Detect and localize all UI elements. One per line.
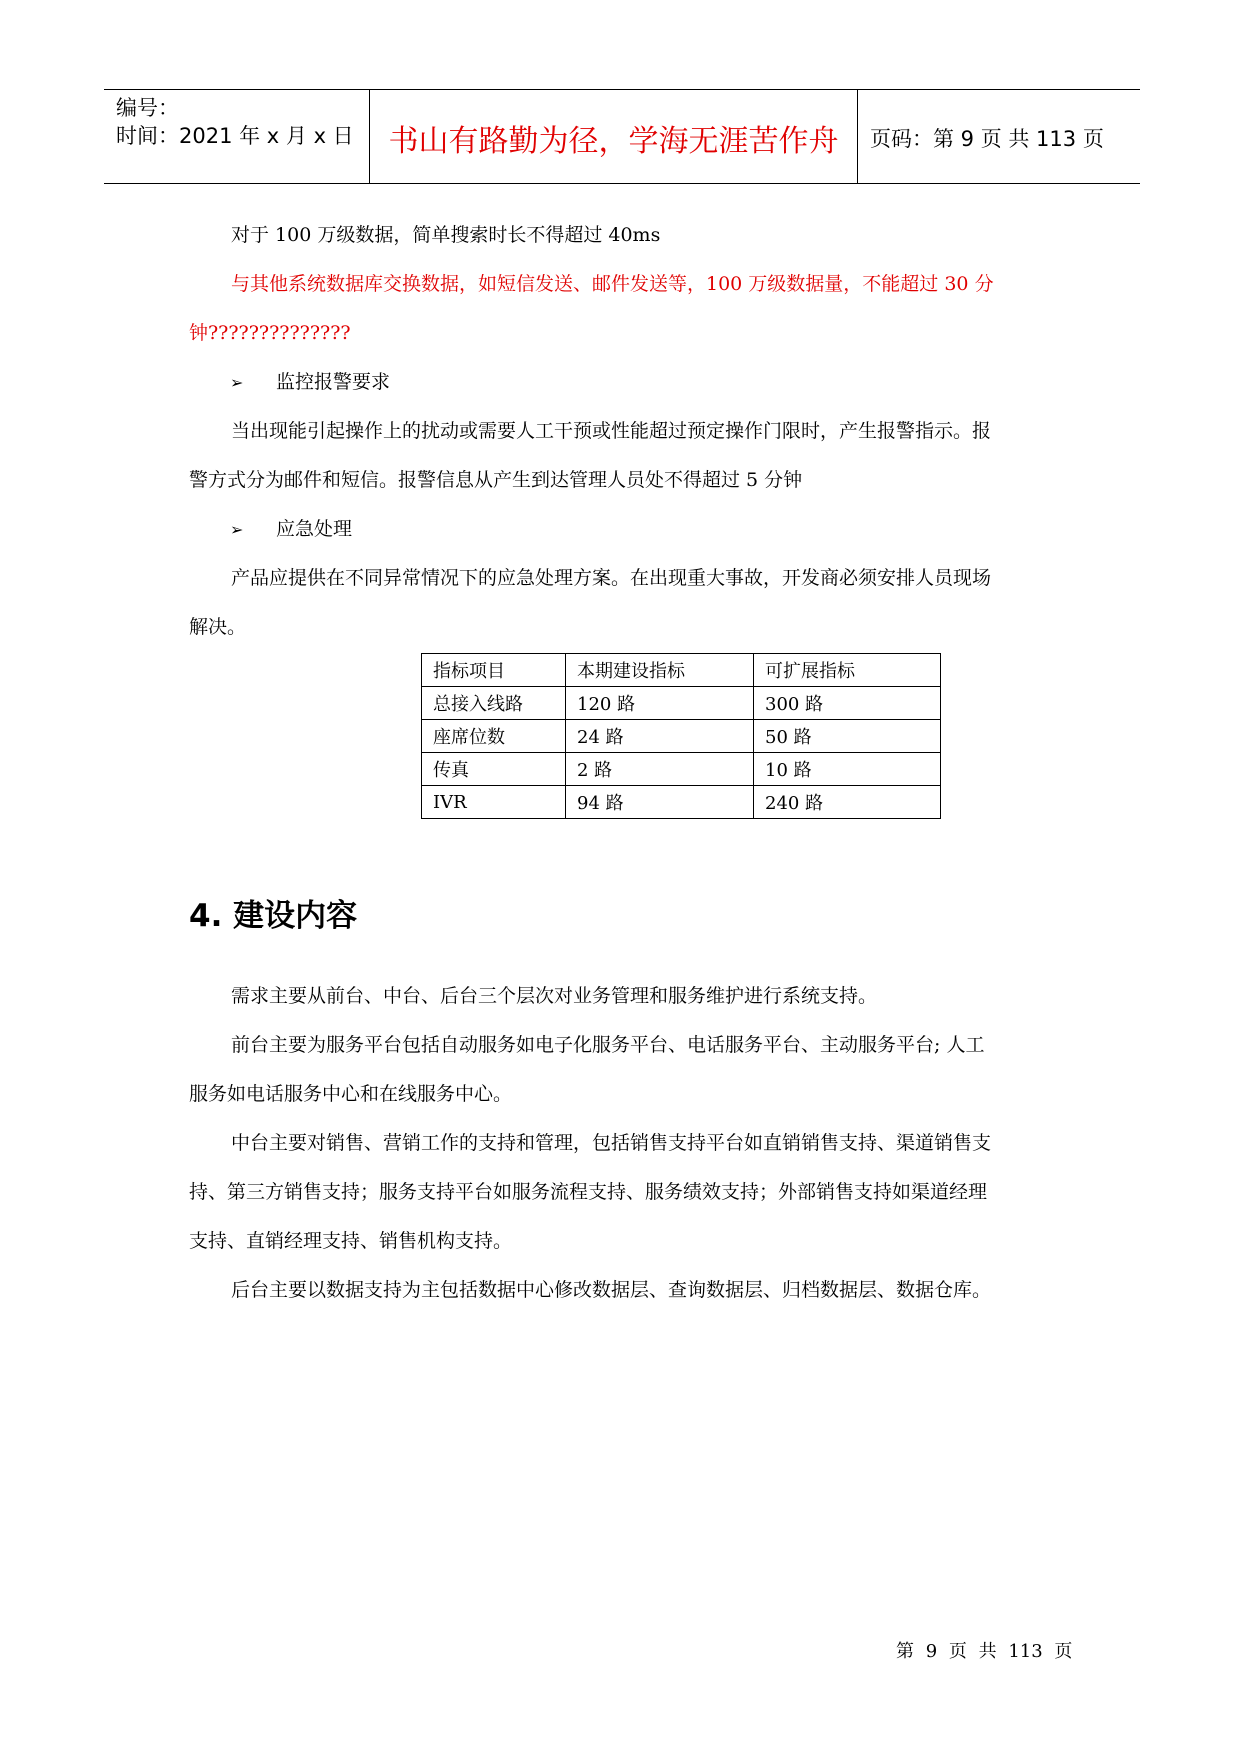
table-cell: 总接入线路 (422, 687, 566, 720)
table-header-cell: 本期建设指标 (566, 654, 754, 687)
table-cell: 94 路 (566, 786, 754, 819)
paragraph-backend: 后台主要以数据支持为主包括数据中心修改数据层、查询数据层、归档数据层、数据仓库。 (231, 1279, 992, 1301)
header-number-label: 编号： (116, 96, 179, 120)
table-header-cell: 可扩展指标 (754, 654, 941, 687)
header-motto: 书山有路勤为径，学海无涯苦作舟 (388, 124, 839, 159)
bullet-emergency-label: 应急处理 (276, 518, 353, 540)
table-row (422, 720, 941, 753)
table-row (422, 687, 941, 720)
table-cell: 座席位数 (422, 720, 566, 753)
paragraph-alarm-line1: 当出现能引起操作上的扰动或需要人工干预或性能超过预定操作门限时，产生报警指示。报 (231, 420, 992, 442)
header-page-label: 页码：第 9 页 共 113 页 (870, 127, 1104, 151)
header-divider (857, 90, 858, 183)
table-cell: 120 路 (566, 687, 754, 720)
metrics-table (421, 653, 941, 819)
table-cell: 2 路 (566, 753, 754, 786)
arrowhead-bullet-icon: ➢ (230, 373, 244, 392)
table-cell: 240 路 (754, 786, 941, 819)
bullet-monitoring (230, 358, 390, 407)
table-cell: 50 路 (754, 720, 941, 753)
paragraph-exchange-line2: 钟?????????????? (189, 322, 351, 344)
paragraph-exchange-line1: 与其他系统数据库交换数据，如短信发送、邮件发送等，100 万级数据量，不能超过 30 分 (231, 273, 994, 295)
section-heading: 4. 建设内容 (189, 898, 358, 934)
header-meta (116, 94, 354, 150)
paragraph-frontend-line1: 前台主要为服务平台包括自动服务如电子化服务平台、电话服务平台、主动服务平台; 人工 (231, 1034, 985, 1056)
arrowhead-bullet-icon: ➢ (230, 520, 244, 539)
bullet-monitoring-label: 监控报警要求 (276, 371, 391, 393)
bullet-emergency (230, 505, 352, 554)
table-cell: 传真 (422, 753, 566, 786)
page-header (104, 89, 1140, 184)
paragraph-emergency-line1: 产品应提供在不同异常情况下的应急处理方案。在出现重大事故，开发商必须安排人员现场 (231, 567, 992, 589)
table-cell: 300 路 (754, 687, 941, 720)
table-cell: 24 路 (566, 720, 754, 753)
paragraph-frontend-line2: 服务如电话服务中心和在线服务中心。 (189, 1083, 513, 1105)
paragraph-middle-line3: 支持、直销经理支持、销售机构支持。 (189, 1230, 513, 1252)
header-time-label: 时间：2021 年 x 月 x 日 (116, 124, 354, 148)
paragraph-emergency-line2: 解决。 (189, 616, 247, 638)
table-row (422, 753, 941, 786)
paragraph-alarm-line2: 警方式分为邮件和短信。报警信息从产生到达管理人员处不得超过 5 分钟 (189, 469, 803, 491)
table-header-cell: 指标项目 (422, 654, 566, 687)
table-cell: IVR (422, 786, 566, 819)
table-cell: 10 路 (754, 753, 941, 786)
page-footer: 第 9 页 共 113 页 (896, 1641, 1073, 1662)
paragraph-requirements: 需求主要从前台、中台、后台三个层次对业务管理和服务维护进行系统支持。 (231, 985, 878, 1007)
table-header-row (422, 654, 941, 687)
paragraph-middle-line2: 持、第三方销售支持；服务支持平台如服务流程支持、服务绩效支持；外部销售支持如渠道经理 (189, 1181, 988, 1203)
paragraph-search-time: 对于 100 万级数据，简单搜索时长不得超过 40ms (231, 224, 661, 246)
paragraph-middle-line1: 中台主要对销售、营销工作的支持和管理，包括销售支持平台如直销销售支持、渠道销售支 (231, 1132, 992, 1154)
table-row (422, 786, 941, 819)
